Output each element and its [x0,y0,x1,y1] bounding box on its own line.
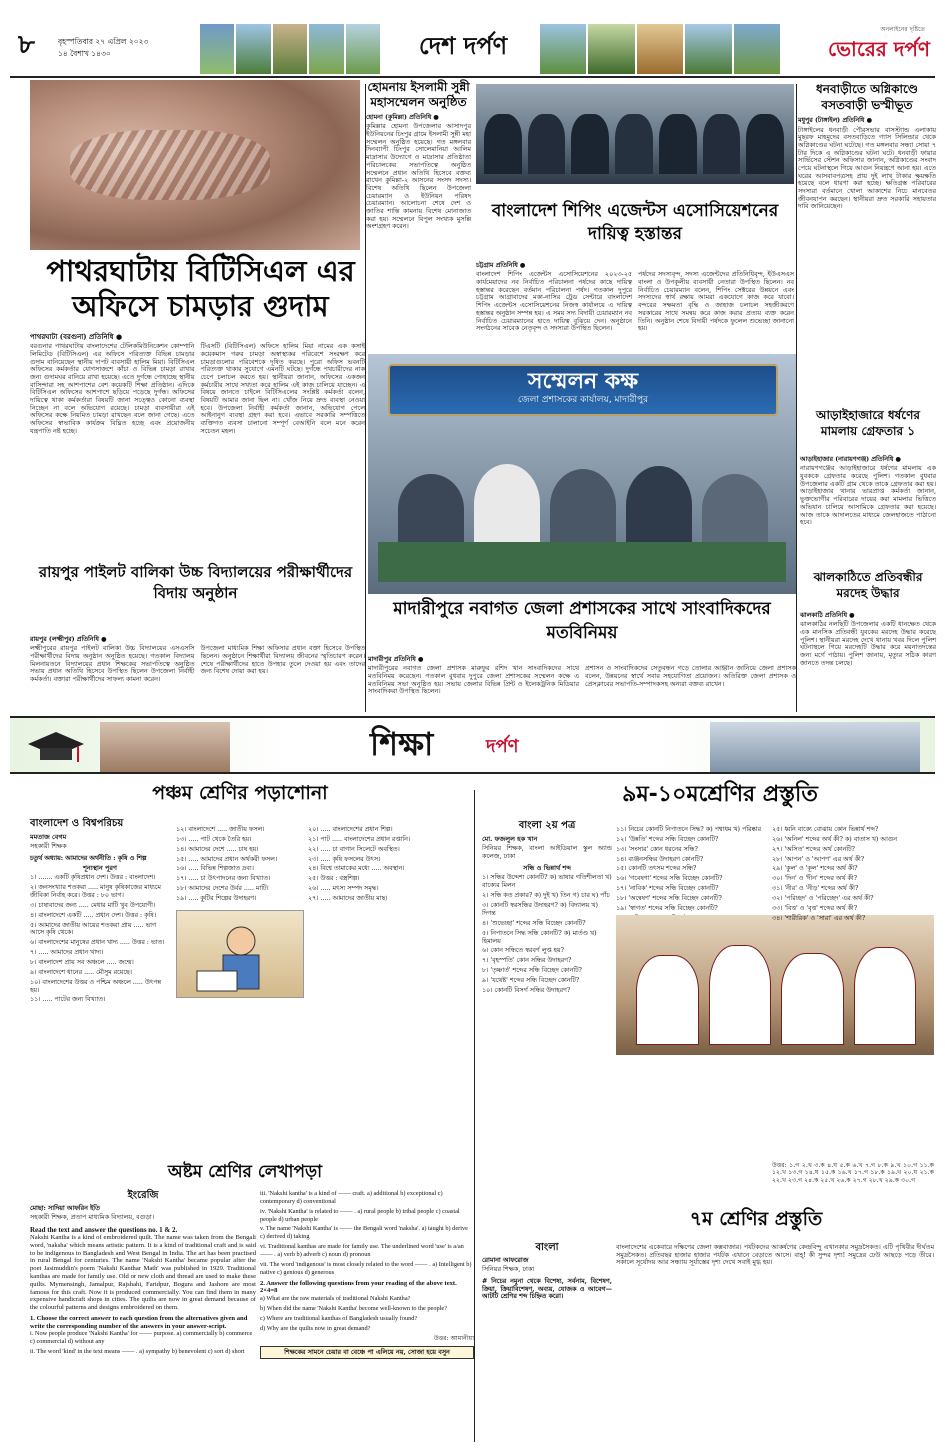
class9-subject: বাংলা ২য় পত্র [518,820,576,831]
story7-byline: আড়াইহাজার (নারায়ণগঞ্জ) প্রতিনিধি ● [800,456,902,463]
story7-body: নারায়ণগঞ্জের আড়াইহাজারে ধর্ষণের মামলায় এক যুবককে গ্রেফতার করেছে পুলিশ। গতকাল বুধবার উপজেলার একটি গ্রাম থেকে তাকে গ্রেফতার করা হয়। আড়াইহাজার থানার ভারপ্রাপ্ত কর্মকর্তা জানান, ভুক্তভোগীর পরিবারের দায়ের করা মামলার ভিত্তিতে অভিযান চালিয়ে আসামিকে গ্রেফতার করা হয়েছে। আজ তাকে আদালতের মাধ্যমে জেলহাজতে পাঠানো হবে। [800,464,936,527]
question-item: ২৭। ..... আমাদের জাতীয় মাছ। [308,895,388,903]
education-banner-title: শিক্ষা [370,725,434,763]
story8-body: ঝালকাঠির নলছিটি উপজেলার একটি ধানক্ষেত থেকে এক মানসিক প্রতিবন্ধী যুবকের মরদেহ উদ্ধার করেছে পুলিশ। স্থানীয়রা মরদেহ দেখে থানায় খবর দিলে পুলিশ ঘটনাস্থলে গিয়ে মরদেহটি উদ্ধার করে ময়নাতদন্তের জন্য মর্গে পাঠায়। পুলিশ জানায়, মৃত্যুর সঠিক কারণ জানতে তদন্ত চলছে। [800,620,936,667]
question-item: iv. 'Nakshi Kantha' is related to —— . a) rural people b) tribal people c) coastal people d) urban people [260,1207,460,1223]
section-title: দেশ দর্পণ [418,32,508,60]
question-item: a) What are the raw materials of traditional Nakshi Kantha? [260,1295,411,1303]
story1-col2: টিএসটি (বিটিসিএল) অফিসে হালিম মিয়া নামের এক কসাই কয়েকমাস গরুর চামড়া অস্বাস্থ্যকর পরিবেশে সংরক্ষণ করে চামড়াগুলোর পরিবেশকে দূষিত করছে। পুরো অফিস ভবনটি পরিত্যক্ত থাকার সুযোগে এমনটি ঘটছে। দুর্গন্ধে পথচারীদের নাক চেপে চলাচল করতে হয়। স্থানীয়রা জানান, অফিসের একজন কর্মচারীর সাথে সখ্যতা করে হালিম এই কাজ চালিয়ে যাচ্ছেন। এ বিষয়ে জানতে চাইলে বিটিসিএলের সংশ্লিষ্ট কর্মকর্তা বলেন, বিষয়টি আমার জানা ছিল না। খোঁজ নিয়ে দ্রুত ব্যবস্থা নেওয়া হবে। উপজেলা নির্বাহী কর্মকর্তা জানান, অভিযোগ পেলে আইনানুগ ব্যবস্থা গ্রহণ করা হবে। এভাবে সরকারি সম্পত্তিতে ব্যক্তিগত ব্যবসা চালানো সম্পূর্ণ বেআইনি বলে মনে করেন সচেতন মহল। [200,342,365,435]
class9-teacher-role: সিনিয়র শিক্ষক, বাংলা আইডিয়াল স্কুল অ্যান্ড কলেজ, ঢাকা [482,844,612,861]
question-item: ৯। 'যথেষ্ট' শব্দের সন্ধি বিচ্ছেদ কোনটি? [482,976,580,984]
question-item: ১৮। 'অন্বেষণ' শব্দের সন্ধি বিচ্ছেদ কোনটি? [616,895,722,903]
question-item: ৮। 'তৃষ্ণার্ত' শব্দের সন্ধি বিচ্ছেদ কোনটি? [482,967,582,975]
question-item: ১৩। 'সংসার' কোন ধরনের সন্ধি? [616,845,698,853]
story3-headline: বাংলাদেশ শিপিং এজেন্টস এসোসিয়েশনের দায়িত্ব হস্তান্তর [491,201,779,244]
question-item: ৩। চাষাবাদের জন্য ..... মেধার মাটি খুব উপযোগী। [30,901,156,909]
question-item: ১৩। ..... পাট থেকে তৈরি হয়। [176,835,252,843]
education-banner-photo-left [100,722,230,772]
education-banner-sub: দর্পণ [486,736,519,757]
class8-teacher: মোছা: সাদিয়া আফরিন ইতি [30,1204,100,1212]
story5-photo [368,354,796,594]
question-item: ১। ....... একটি কৃষিপ্রধান দেশ। উত্তর : বাংলাদেশ। [30,874,156,882]
question-item: ২৬। 'অনিল' শব্দের অর্থ কী? ক) বাতাস খ) আগুন [772,835,898,843]
class8-answer-label: উত্তর: আমানীয়া [433,1334,474,1342]
question-item: ৩১। 'নীর' ও 'নীড়' শব্দের অর্থ কী? [772,885,859,893]
story3-photo [476,84,794,184]
question-item: ৩। কোনটি স্বরসন্ধির উদাহরণ? ক) বিদ্যালয় খ) দিগন্ত [482,902,598,917]
question-item: ১৭। 'নাবিক' শব্দের সন্ধি বিচ্ছেদ কোনটি? [616,885,719,893]
question-item: ১০। বাংলাদেশের উত্তর ও পশ্চিম অঞ্চলে ..... উৎপন্ন হয়। [30,978,161,994]
class8-instructions: Read the text and answer the questions no. 1 & 2. [30,1225,178,1234]
story8-headline: ঝালকাঠিতে প্রতিবন্ধীর মরদেহ উদ্ধার [813,570,923,600]
class9-block [482,820,612,1280]
question-item: i. Now people produce 'Nakshi Kantha' for —— purpose. a) commercially b) commerce c) commercial d) without any [30,1330,253,1346]
class8-q1: 1. Choose the correct answer to each question from the alternatives given and write the corresponding number of the answers in your answer-script. [30,1314,248,1330]
question-item: ১১। নিচের কোনটি নিপাতনে সিদ্ধ? ক) পশ্বাধম খ) পরিষ্কার [616,826,762,833]
story3-col2: পর্ষদের সদস্যবৃন্দ, সদস্য এজেন্টদের প্রতিনিধিবৃন্দ, ইউএসএস বাংলা ও উপকূলীয় ব্যবসায়ী নেতারা উপস্থিত ছিলেন। নব নির্বাচিত চেয়ারম্যান বলেন, শিপিং সেক্টরের উন্নয়নে এবং সদস্যদের স্বার্থ রক্ষায় আমরা একযোগে কাজ করে যাবো। বন্দরের সক্ষমতা বৃদ্ধি ও জাহাজ চলাচল সহজীকরণে সরকারের সাথে সমন্বয় করে কাজ করার প্রত্যয় ব্যক্ত করেন তিনি। অনুষ্ঠান শেষে বিদায়ী পর্ষদকে ফুলেল শুভেচ্ছা জানানো হয়। [638,270,794,333]
story4 [798,82,936,402]
class5-teacher: মমতাজ বেগম [30,832,67,841]
paper-tag: অনলাইনের দৃষ্টিতে [880,26,925,33]
question-item: ৬। বাংলাদেশের মানুষের প্রধান খাদ্য ..... উত্তর : ভাত। [30,939,165,947]
class8-teacher-role: সহকারী শিক্ষক, প্রতাপ মাধ্যমিক বিদ্যালয়, বগুড়া। [30,1213,155,1222]
question-item: ৩৪। 'শারীরিক' ও 'সারা' এর অর্থ কী? [772,914,866,922]
column-rule [796,84,797,712]
story1-text [30,333,365,557]
masthead [0,0,945,78]
question-item: ২৫। ধ্বনি বাক্যে বোঝায় কোন ভিন্নার্থ শব্দ? [772,826,879,833]
class8-passage: Nakshi Kantha is a kind of embroidered quilt. The name was taken from the Bengali word, 'naksha' which means artistic pattern. It is a kind of traditional craft and is said to be indigenous to Bangladesh and West Bengal in India. The art has been practised in rural Bengal for centuries. The name 'Nakshi Kantha' became popular after the poet Jasimuddin's poem 'Nakshi Kanthar Math' was published in 1929. Traditional kanthas are made for family use. Old or new cloth and thread are used to make these quilts. Mymensingh, Jamalpur, Rajshahi, Faridpur, Bogura and Jashore are most famous for this craft. Now it is produced commercially. You can find them in many expensive handicraft shops in cities. The quilts are now in great demand because of the colourful patterns and designs embroidered on them. [30,1234,256,1312]
question-item: ১০। কোনটি বিসর্গ সন্ধির উদাহরণ? [482,986,571,994]
column-rule [474,790,475,1442]
class8-block-2 [260,1190,474,1445]
class5-block-3 [308,826,474,1156]
question-item: ২৯। 'কুল' ও 'কূল' শব্দের অর্থ কী? [772,865,858,873]
education-banner [10,716,935,774]
question-item: ৩৩। 'বিত্ত' ও 'বৃত্ত' শব্দের অর্থ কী? [772,904,858,912]
question-item: ৫। আমাদের জাতীয় আয়ের শতকরা প্রায় ..... ভাগ আসে কৃষি থেকে। [30,921,157,937]
class5-title: পঞ্চম শ্রেণির পড়াশোনা [152,782,328,804]
education-banner-photo-right [710,722,920,772]
question-item: iii. 'Nakshi kantha' is a kind of —— craft. a) additional b) exceptional c) contemporary d) conventional [260,1190,443,1205]
class8-mcq-1 [30,1330,256,1356]
story3-text [476,262,794,350]
question-item: ১। সন্ধির উদ্দেশ্য কোনটি? ক) ভাষার গতিশীলতা খ) বাক্যের মিলন [482,874,612,890]
class8-title: অষ্টম শ্রেণির লেখাপড়া [167,1162,323,1182]
question-item: ২৪। বিশ্বে তামাকের মধ্যে ..... অবস্থান। [308,865,405,873]
story1-byline: পাথরঘাটা (বরগুনা) প্রতিনিধি ● [30,332,123,341]
question-item: vi. Traditional kanthas are made for family use. The underlined word 'use' is a/an —— . a) verb b) adverb c) noun d) pronoun [260,1243,464,1259]
class5-questions-3 [308,826,474,903]
story1-headline: পাথরঘাটায় বিটিসিএল এর অফিসে চামড়ার গুদাম [46,254,355,323]
class8-block [30,1190,256,1445]
class9-title: ৯ম-১০মশ্রেণির প্রস্তুতি [622,782,818,807]
story2-body: কুমিল্লার হোমনা উপজেলার আসাদপুর ইউনিয়নের চিংপুর গ্রামে ইসলামী সুন্নী মহা সম্মেলন অনুষ্ঠিত হয়েছে। গত মঙ্গলবার দিনব্যাপী চিংপুর সোলেমানিয়া আলিম মাদ্রাসার উদ্যোগে ও মাদ্রাসার প্রতিষ্ঠাতা পরিচালকের সভাপতিত্বে অনুষ্ঠিত সম্মেলনে প্রধান অতিথি হিসেবে বক্তব্য রাখেন কুমিল্লা-২ আসনের সংসদ সদস্য। বিশেষ অতিথি ছিলেন উপজেলা চেয়ারম্যান ও ইউনিয়ন পরিষদ চেয়ারম্যান। আলোচনা শেষে দেশ ও জাতির শান্তি কামনায় বিশেষ মোনাজাত করা হয়। সম্মেলনে বিপুল সংখ্যক মুসল্লি অংশগ্রহণ করেন। [366,122,471,231]
story2-byline: হোমনা (কুমিল্লা) প্রতিনিধি ● [366,114,439,121]
question-item: ২০। ..... বাংলাদেশের প্রধান শিল্প। [308,826,393,833]
class7-teacher-role: সিনিয়র শিক্ষক, ঢাকা [482,1265,535,1274]
story1-photo [30,80,360,250]
question-item: ২। জনসংখ্যার শতকরা ..... মানুষ কৃষিকাজের মাধ্যমে জীবিকা নির্বাহ করে। উত্তর : ৮০ ভাগ। [30,884,161,899]
class9-block-2 [616,826,766,912]
story5-col1: মাদারীপুরের নবাগত জেলা প্রশাসক মারুফুর রশিদ খান সাংবাদিকদের সাথে মতবিনিময় করেছেন। গতকাল বুধবার দুপুরে জেলা প্রশাসকের সম্মেলন কক্ষে এ মতবিনিময় সভা অনুষ্ঠিত হয়। সভায় জেলার বিভিন্ন প্রিন্ট ও ইলেকট্রনিক মিডিয়ার সাংবাদিকরা উপস্থিত ছিলেন। [368,664,579,696]
graduation-cap-icon [26,728,86,766]
story6-col2: উপজেলা মাধ্যমিক শিক্ষা অফিসার প্রধান বক্তা হিসেবে উপস্থিত ছিলেন। অনুষ্ঠানে শিক্ষার্থীরা বিদ্যালয় জীবনের স্মৃতিচারণ করেন। শেষে পরীক্ষার্থীদের হাতে উপহার তুলে দেওয়া হয় এবং তাদের জন্য বিশেষ দোয়া করা হয়। [200,644,365,676]
story4-byline: মধুপুর (টাঙ্গাইল) প্রতিনিধি ● [798,117,873,125]
class5-block-2 [176,826,304,906]
story5-text [368,656,796,712]
story7-headline: আড়াইহাজারে ধর্ষণের মামলায় গ্রেফতার ১ [816,408,920,438]
question-item: ৩০। 'দিন' ও 'দীন' শব্দের অর্থ কী? [772,875,858,883]
class9-questions-2 [616,826,766,923]
class7-body: বাংলাদেশের একেবারে দক্ষিণের জেলা কক্সবাজার। পর্যটকদের আকর্ষণের কেন্দ্রবিন্দু এখানকার সমুদ্রসৈকত। এটি পৃথিবীর দীর্ঘতম সমুদ্রসৈকত। প্রতিবছর হাজার হাজার পর্যটক এখানে বেড়াতে আসে। বাহ্‌! কী সুন্দর দৃশ্য! সমুদ্রের ঢেউ আছড়ে পড়ে তীরে। সকালে সূর্যোদয় আর সন্ধ্যায় সূর্যাস্তের দৃশ্য দেখে সবাই মুগ্ধ হয়। [616,1243,934,1267]
class7-subject: বাংলা [535,1242,559,1253]
story7-text [800,456,936,566]
story4-headline: ধনবাড়ীতে অগ্নিকাণ্ডে বসতবাড়ী ভস্মীভূত [816,82,918,112]
question-item: b) When did the name 'Nakshi Kantha' become well-known to the people? [260,1304,447,1312]
question-item: ১৬। ..... বিভিন্ন শিল্পজাত দ্রব্য। [176,865,254,873]
question-item: ২১। পাট ..... বাংলাদেশের প্রধান রপ্তানি। [308,835,411,843]
question-item: v. The name 'Nakshi Kantha' is —— the Bengali word 'naksha'. a) taught b) derive c) derived d) taking [260,1225,468,1241]
story6-headline: রায়পুর পাইলট বালিকা উচ্চ বিদ্যালয়ের পরীক্ষার্থীদের বিদায় অনুষ্ঠান [38,563,353,602]
question-item: ১৪। ব্যঞ্জনসন্ধির উদাহরণ কোনটি? [616,855,704,863]
class9-section: সন্ধি ও ভিন্নার্থ শব্দ [523,863,571,872]
question-item: ৭। 'বৃহস্পতি' কোন সন্ধির উদাহরণ? [482,957,572,965]
story5-banner: সম্মেলন কক্ষ [527,369,639,394]
question-item: ১৬। 'গবেষণা' শব্দের সন্ধি বিচ্ছেদ কোনটি? [616,875,723,883]
class7-note: # নিচের নমুনা থেকে বিশেষ্য, সর্বনাম, বিশেষণ, ক্রিয়া, ক্রিয়াবিশেষণ, অব্যয়, যোজক ও আবেগ—আটটি শ্রেণির শব্দ চিহ্নিত করো। [482,1276,612,1301]
question-item: ৩২। 'পরিচ্ছদ' ও 'পরিচ্ছেদ' এর অর্থ কী? [772,895,874,903]
story1-col1: বরগুনার পাথরঘাটায় বাংলাদেশের টেলিকমিউনিকেশন কোম্পানি লিমিটেড (বিটিসিএল) এর অফিসে পরিত্যক্ত বিভিন্ন চামড়ার গুদাম বানিয়েছেন স্থানীয় দাপট ব্যবসায়ী হালিম মিয়া। বিটিসিএল অফিসের কর্মকর্তার যোগসাজশে কাঁচা ও বিভিন্ন চামড়া রাখার জন্য গুদামঘর বানিয়ে রাখা হয়েছে। এতে দুর্গন্ধে পোহাচ্ছে স্থানীয় বাসিন্দারা সহ আশপাশের বেশ কয়েকটি শিক্ষা প্রতিষ্ঠান। এদিকে বিটিসিএল অফিসের আশপাশে ছড়িয়ে পড়েছে দুর্গন্ধ। অফিসের দায়িত্বে থাকা কর্মকর্তারা বিষয়টি জানা সত্ত্বেও কোনো ব্যবস্থা নিচ্ছেন না বলে অভিযোগ রয়েছে। চামড়া ব্যবসায়ীরা এই অফিসের কক্ষে নিয়মিত চামড়া রাখছেন বলে জানা গেছে। এতে অফিসের স্বাভাবিক কার্যক্রম বিঘ্নিত হচ্ছে এবং প্রয়োজনীয় যন্ত্রপাতি নষ্ট হচ্ছে। [30,342,195,435]
class5-chapter: চতুর্থ অধ্যায়: আমাদের অর্থনীতি : কৃষি ও শিল্প [30,855,147,863]
story3-byline: চট্টগ্রাম প্রতিনিধি ● [476,262,526,269]
question-item: ১৫। ..... আমাদের প্রধান অর্থকরী ফসল। [176,855,278,863]
class8-q2-items [260,1295,474,1332]
question-item: d) Why are the quilts now in great demand? [260,1324,371,1332]
question-item: ২। সন্ধি কত প্রকার? ক) দুই খ) তিন গ) চার ঘ) পাঁচ [482,892,610,900]
class8-footer-box [260,1346,474,1360]
story6-byline: রায়পুর (লক্ষ্মীপুর) প্রতিনিধি ● [30,636,107,643]
question-item: vii. The word 'indigenous' is most closely related to the word —— . a) Intelligent b) native c) genious d) generous [260,1260,472,1276]
class9-questions-1 [482,874,612,994]
paper-logo: ভোরের দর্পণ [828,37,930,61]
class5-section: শূন্যস্থান পূরণ [83,863,117,872]
photo-strip-left [200,24,380,74]
class7-block [482,1242,612,1442]
question-item: ২৩। ..... কৃষি ফসলের উৎস। [308,855,381,863]
story6-text [30,636,365,712]
class5-illustration [176,910,304,998]
class9-answers: উত্তর: ১.গ ২.খ ৩.ক ৪.ঘ ৫.ক ৬.খ ৭.গ ৮.ক ৯.খ ১০.গ ১১.ক ১২.খ ১৩.গ ১৪.ঘ ১৫.ক ১৬.খ ১৭.গ ১৮.ক ১৯.খ ২০.ঘ ২১.ক ২২.খ ২৩.গ ২৪.ক ২৫.খ ২৬.ক ২৭.গ ২৮.খ ২৯.ক ৩০.গ [772,1162,934,1184]
story5-byline: মাদারীপুর প্রতিনিধি ● [368,656,424,663]
class5-teacher-role: সহকারী শিক্ষক [30,842,67,851]
question-item: ৯। বাংলাদেশে ধানের ..... মৌসুম রয়েছে। [30,968,132,976]
question-item: ৭। ..... আমাদের প্রধান খাদ্য। [30,949,104,957]
question-item: ১৭। ..... চা উৎপাদনের জন্য বিখ্যাত। [176,875,271,883]
class8-mcq-2 [260,1190,474,1277]
page-number: ৮ [18,30,35,60]
question-item: ৪। 'শুভেচ্ছা' শব্দের সন্ধি বিচ্ছেদ কোনটি? [482,919,586,927]
question-item: ৬। কোন সন্ধিতে স্বরবর্ণ লুপ্ত হয়? [482,947,564,955]
photo-strip-right [540,24,780,74]
question-item: ১৫। কোনটি তৎসম শব্দের সন্ধি? [616,865,697,873]
question-item: c) Where are traditional kanthas of Bangladesh usually found? [260,1314,418,1322]
class9-block-3 [772,826,934,922]
question-item: ১৯। 'স্বাগত' শব্দের সন্ধি বিচ্ছেদ কোনটি? [616,904,718,912]
masthead-rule [10,76,935,78]
story3-col1: বাংলাদেশ শিপিং এজেন্টস এসোসিয়েশনের ২০২৩-২৫ কার্যমেয়াদের নব নির্বাচিত পরিচালনা পর্ষদের কাছে দায়িত্ব হস্তান্তর করেছেন বর্তমান পরিচালনা পর্ষদ। গতকাল দুপুরে চট্টগ্রাম আগ্রাবাদের মকা-নাসির ট্রেড সেন্টারে বাংলাদেশ শিপিং এজেন্টস এসোসিয়েশনের নিজস্ব কার্যালয়ে এ দায়িত্ব হস্তান্তর অনুষ্ঠান সম্পন্ন হয়। এ সময় সদ্য বিদায়ী চেয়ারম্যান নব নির্বাচিত চেয়ারম্যানের হাতে দায়িত্ব বুঝিয়ে দেন। অনুষ্ঠানে সংগঠনের সাবেক নেতৃবৃন্দ ও সদস্যরা উপস্থিত ছিলেন। [476,270,632,333]
class7-title: ৭ম শ্রেণির প্রস্তুতি [689,1208,823,1230]
question-item: ২৫। উত্তর : বস্ত্রশিল্প। [308,875,360,883]
class9-photo [616,915,934,1055]
question-item: ২৬। ..... মৎস্য সম্পদ সমৃদ্ধ। [308,885,379,893]
question-item: ১২। বাংলাদেশে ..... জাতীয় ফসল। [176,826,265,833]
question-item: ২৮। 'আপন' ও 'আপণ' এর অর্থ কী? [772,855,865,863]
story5-headline: মাদারীপুরে নবাগত জেলা প্রশাসকের সাথে সাংবাদিকদের মতবিনিময় [393,599,771,643]
class9-questions-3 [772,826,934,923]
story8-byline: ঝালকাঠি প্রতিনিধি ● [800,612,855,619]
question-item: ১১। ..... পাটের জন্য বিখ্যাত। [30,996,106,1004]
question-item: ৫। নিপাতনে সিদ্ধ সন্ধি কোনটি? ক) মার্তণ্ড খ) হিমালয় [482,929,597,945]
story5-col2: প্রশাসন ও সাংবাদিকদের সেতুবন্ধন গড়ে তোলার আহ্বান জানিয়ে জেলা প্রশাসক বলেন, উন্নয়নের স্বার্থে সবার সহযোগিতা প্রয়োজন। অতিরিক্ত জেলা প্রশাসক ও প্রেসক্লাবের সভাপতি-সম্পাদকসহ অন্যরা বক্তব্য রাখেন। [585,664,796,688]
class8-subject: ইংরেজি [127,1190,159,1201]
story4-body: টাঙ্গাইলের ধনবাড়ী পৌরসভার বাসস্ট্যান্ড এলাকায় মুছরফ মাহমুদের বসতবাড়িতে গ্যাস সিলিন্ডার থেকে অগ্নিকাণ্ডের ঘটনা ঘটেছে। গত মঙ্গলবার সন্ধ্যা সোয়া ৭ টার দিকে এ অগ্নিকাণ্ডের ঘটনা ঘটে। ধনবাড়ী ফায়ার সার্ভিসের স্টেশন অফিসার জানান, অগ্নিকাণ্ডের সংবাদ পেয়ে ঘটনাস্থলে গিয়ে আগুন নিয়ন্ত্রণে আনা হয়। এতে ঘরের আসবাবপত্রসহ প্রায় দুই লাখ টাকার ক্ষয়ক্ষতি হয়েছে বলে ধারণা করা হচ্ছে। ক্ষতিগ্রস্ত পরিবারের সদস্যরা বর্তমানে খোলা আকাশের নিচে মানবেতর জীবনযাপন করছেন। স্থানীয়রা দ্রুত সরকারি সহায়তার দাবি জানিয়েছেন। [798,125,936,211]
question-item: ১২। 'উন্নতি' শব্দের সন্ধি বিচ্ছেদ কোনটি? [616,835,719,843]
question-item: ২৭। 'অসিত' শব্দের অর্থ কোনটি? [772,845,855,853]
question-item: ১৪। আমাদের দেশে ..... চাষ হয়। [176,845,259,853]
story5-banner-sub: জেলা প্রশাসকের কার্যালয়, মাদারীপুর [517,394,649,405]
class9-teacher: মো. ফজলুল হক খান [482,834,538,843]
class5-questions-2 [176,826,304,903]
story2 [366,80,471,330]
story6-col1: লক্ষ্মীপুরের রায়পুর পাইলট বালিকা উচ্চ বিদ্যালয়ের এসএসসি পরীক্ষার্থীদের বিদায় অনুষ্ঠান অনুষ্ঠিত হয়েছে। গতকাল বিদ্যালয় মিলনায়তনে বিদ্যালয়ের প্রধান শিক্ষকের সভাপতিত্বে অনুষ্ঠিত সভায় প্রধান অতিথি হিসেবে উপস্থিত ছিলেন উপজেলা নির্বাহী কর্মকর্তা। বক্তারা পরীক্ষার্থীদের সাফল্য কামনা করেন। [30,644,195,684]
question-item: ৪। বাংলাদেশে একটি ..... প্রধান দেশ। উত্তর : কৃষি। [30,911,157,919]
class7-teacher: রোমানা আফরোজ [482,1256,529,1264]
question-item: ১৯। ..... কুটির শিল্পের উদাহরণ। [176,895,257,903]
story2-headline: হোমনায় ইসলামী সুন্নী মহাসম্মেলন অনুষ্ঠিত [367,80,470,109]
question-item: ii. The word 'kind' in the text means —— . a) sympathy b) benevolent c) sort d) short [30,1348,245,1356]
class8-footer-text: শিক্ষকের সামনে চেয়ার বা বেঞ্চে পা এলিয়ে নয়, সোজা হয়ে বসুন [284,1347,450,1356]
story8-text [800,612,936,712]
question-item: ১৮। আমাদের দেশের উর্বর ..... মাটি। [176,885,269,893]
date-line-1: বৃহস্পতিবার ২৭ এপ্রিল ২০২৩ [58,37,149,46]
question-item: ২২। ..... চা বাগান সিলেটে অবস্থিত। [308,845,400,853]
class8-q2: 2. Answer the following questions from your reading of the above text. 2×4=8 [260,1279,457,1295]
column-rule [365,84,366,712]
class5-questions [30,874,170,1004]
class5-subject: বাংলাদেশ ও বিশ্বপরিচয় [30,818,124,829]
question-item: ৮। বাংলাদেশ প্রায় সব অঞ্চলে ..... জন্মে। [30,958,134,966]
date-line-2: ১৪ বৈশাখ ১৪৩০ [58,49,111,58]
